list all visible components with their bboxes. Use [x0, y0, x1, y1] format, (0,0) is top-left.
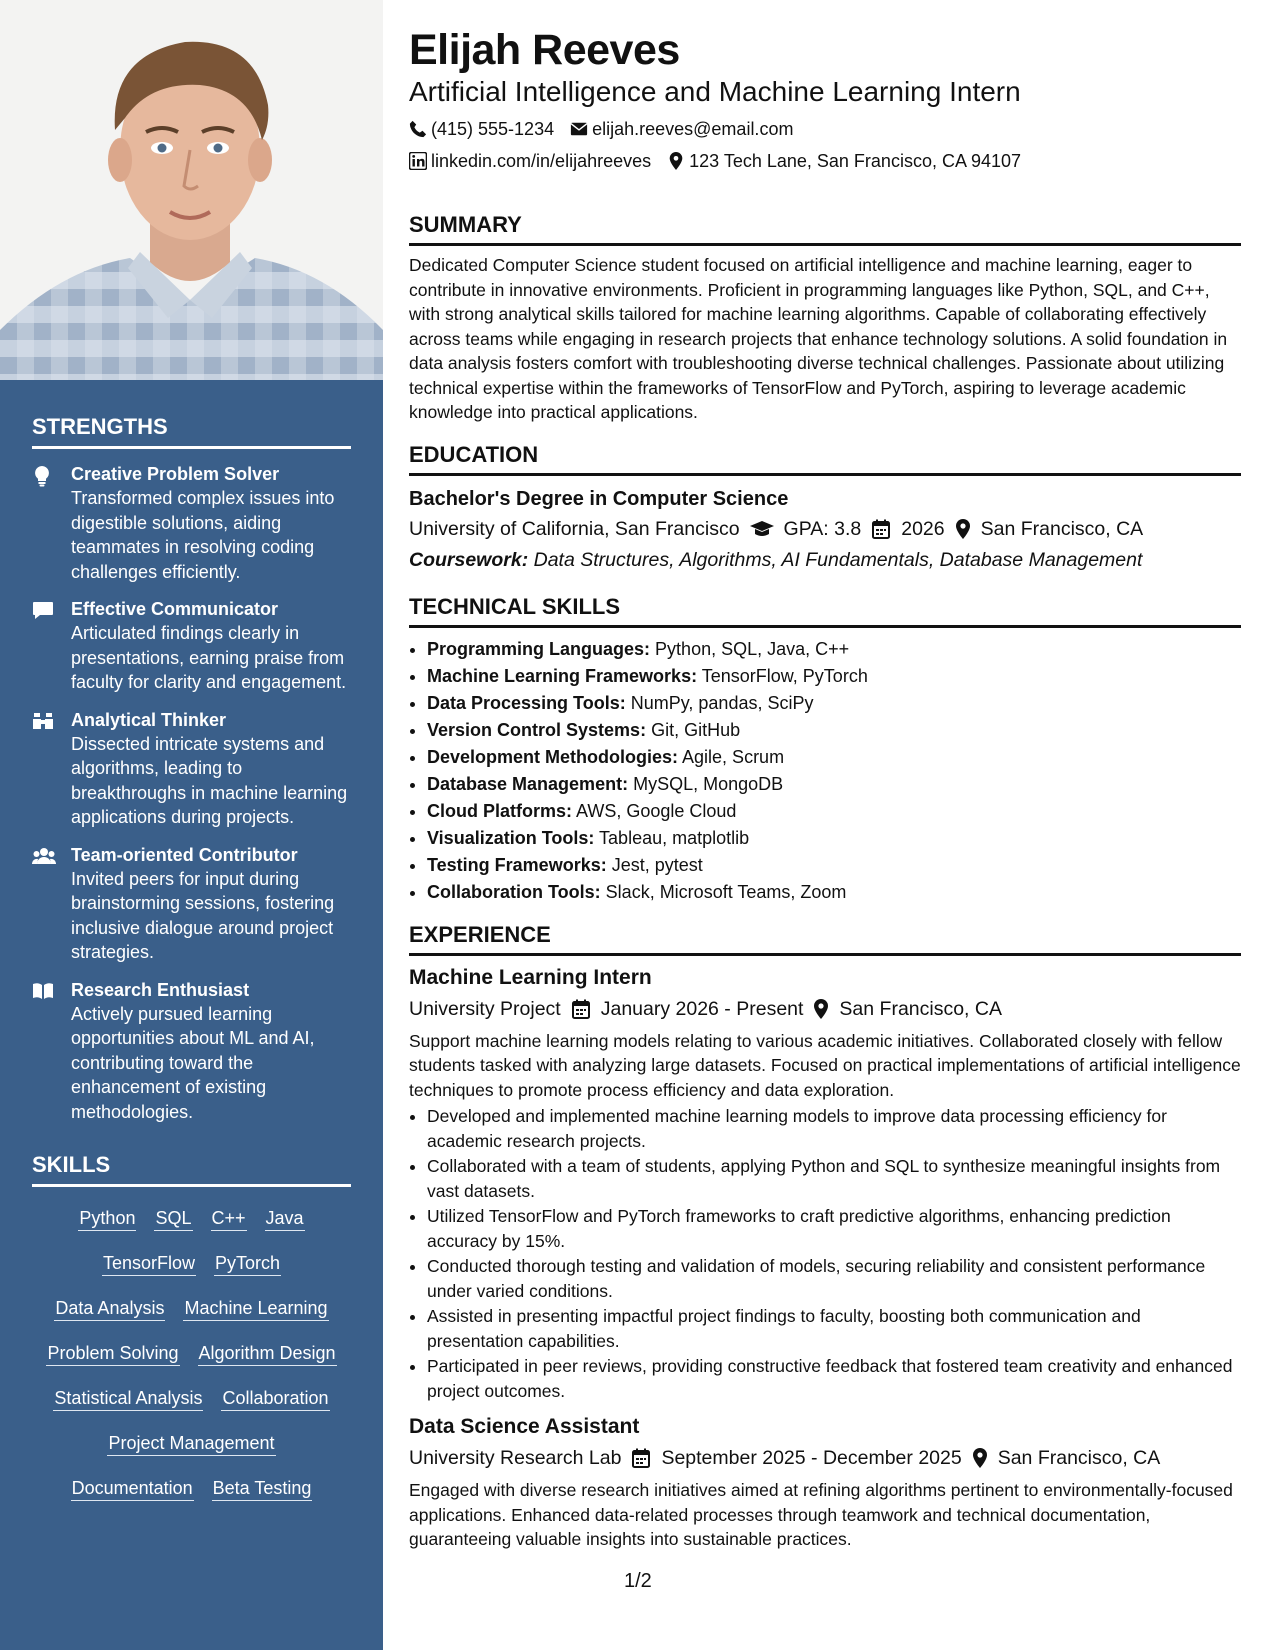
gpa-item — [750, 515, 862, 543]
calendar-icon — [631, 1448, 651, 1468]
skill-label: Machine Learning Frameworks: — [427, 665, 698, 686]
job-org: University Research Lab — [409, 1447, 622, 1469]
skill-row — [32, 1381, 351, 1426]
coursework-text: Data Structures, Algorithms, AI Fundamentals, Database Management — [533, 548, 1143, 571]
phone-icon — [409, 120, 427, 138]
strength-desc: Articulated findings clearly in presentations, earning praise from faculty for clarity and engagement. — [71, 623, 347, 692]
linkedin-text[interactable]: linkedin.com/in/elijahreeves — [431, 151, 652, 171]
skill-tag: Problem Solving — [46, 1342, 179, 1366]
technical-skills-list — [409, 636, 1241, 906]
strength-desc: Actively pursued learning opportunities about ML and AI, contributing toward the enhancement of existing methodologies. — [71, 1003, 315, 1122]
strength-title: Effective Communicator — [71, 599, 279, 619]
skill-label: Version Control Systems: — [427, 719, 647, 740]
list-item: • Conducted thorough testing and validation of models, securing reliability and consistent performance under varied conditions. — [427, 1254, 1241, 1303]
skill-value: Jest, pytest — [611, 854, 703, 875]
strength-item — [32, 463, 351, 584]
skill-value: MySQL, MongoDB — [633, 773, 784, 794]
coursework-label: Coursework: — [409, 548, 529, 571]
year-text: 2026 — [901, 517, 945, 540]
calendar-icon — [871, 519, 891, 539]
email-text[interactable]: elijah.reeves@email.com — [592, 119, 794, 139]
profile-photo-illustration — [0, 0, 383, 380]
job-org: University Project — [409, 997, 561, 1020]
envelope-icon — [570, 120, 588, 138]
strength-desc: Invited peers for input during brainstorming sessions, fostering inclusive dialogue around project strategies. — [71, 868, 335, 962]
skill-label: Collaboration Tools: — [427, 881, 601, 902]
job-meta — [409, 995, 1241, 1023]
binoculars-icon — [32, 711, 54, 731]
list-item: • Utilized TensorFlow and PyTorch frameworks to craft predictive algorithms, enhancing prediction accuracy by 15%. — [427, 1204, 1241, 1253]
skill-value: Git, GitHub — [651, 719, 741, 740]
skill-row — [32, 1291, 351, 1336]
skill-value: AWS, Google Cloud — [576, 800, 737, 821]
degree-title: Bachelor's Degree in Computer Science — [409, 487, 789, 510]
strength-desc: Dissected intricate systems and algorithms, leading to breakthroughs in machine learning applications during projects. — [71, 733, 348, 827]
skill-row — [32, 1246, 351, 1291]
experience-heading: EXPERIENCE — [409, 922, 1241, 956]
job-title: Data Science Assistant — [409, 1415, 640, 1438]
skill-tag: Project Management — [107, 1432, 275, 1456]
dates-item — [631, 1444, 961, 1472]
skill-tag: Statistical Analysis — [53, 1387, 203, 1411]
skill-row — [32, 1426, 351, 1471]
list-item: • Collaborated with a team of students, applying Python and SQL to synthesize meaningful insights from vast datasets. — [427, 1154, 1241, 1203]
experience-entry — [409, 964, 1241, 1404]
strength-item — [32, 979, 351, 1125]
education-heading: EDUCATION — [409, 442, 1241, 476]
skill-tag: Data Analysis — [54, 1297, 165, 1321]
skill-tag: Python — [78, 1207, 136, 1231]
job-location: San Francisco, CA — [839, 997, 1002, 1020]
list-item — [427, 798, 1241, 825]
strength-title: Research Enthusiast — [71, 979, 250, 1000]
list-item — [427, 663, 1241, 690]
list-item: • Developed and implemented machine learning models to improve data processing efficiency for academic research projects. — [427, 1104, 1241, 1153]
phone-text: (415) 555-1234 — [431, 119, 555, 139]
skill-value: Python, SQL, Java, C++ — [655, 638, 850, 659]
phone-contact — [409, 118, 554, 140]
skill-tag: Algorithm Design — [198, 1342, 337, 1366]
candidate-name: Elijah Reeves — [409, 26, 680, 74]
list-item — [427, 879, 1241, 906]
list-item: • Participated in peer reviews, providing constructive feedback that fostered team creativity and enhanced project outcomes. — [427, 1354, 1241, 1403]
skill-value: Agile, Scrum — [682, 746, 785, 767]
skill-tag: PyTorch — [214, 1252, 281, 1276]
location-item — [813, 995, 1002, 1023]
job-dates: September 2025 - December 2025 — [661, 1447, 962, 1469]
contact-row — [409, 150, 1241, 172]
list-item — [427, 825, 1241, 852]
contact-row — [409, 118, 1241, 140]
sidebar-content — [32, 380, 351, 1516]
strength-title: Analytical Thinker — [71, 709, 227, 730]
list-item: • Assisted in presenting impactful project findings to faculty, boosting both communication and presentation capabilities. — [427, 1304, 1241, 1353]
experience-entry — [409, 1413, 1241, 1552]
skill-row — [32, 1336, 351, 1381]
location-item — [972, 1444, 1161, 1472]
job-title: Machine Learning Intern — [409, 965, 652, 989]
skill-value: Slack, Microsoft Teams, Zoom — [605, 881, 847, 902]
calendar-icon — [571, 999, 591, 1019]
skill-value: TensorFlow, PyTorch — [701, 665, 868, 686]
list-item — [427, 771, 1241, 798]
skills-heading: SKILLS — [32, 1124, 351, 1187]
map-pin-icon — [955, 519, 971, 539]
skill-value: NumPy, pandas, SciPy — [630, 692, 814, 713]
technical-skills-heading: TECHNICAL SKILLS — [409, 594, 1241, 628]
map-pin-icon — [667, 152, 685, 170]
skill-value: Tableau, matplotlib — [599, 827, 750, 848]
skill-row — [32, 1471, 351, 1516]
job-description: Support machine learning models relating to various academic initiatives. Collaborated closely with fellow students tasked with analyzing large datasets. Focused on practical implementations of artificial intelligence techniques to promote process efficiency and data exploration. — [409, 1030, 1241, 1100]
skill-tag: Beta Testing — [212, 1477, 313, 1501]
coursework — [409, 546, 1241, 574]
job-location: San Francisco, CA — [997, 1447, 1161, 1469]
linkedin-icon — [409, 152, 427, 170]
skill-tag: Machine Learning — [183, 1297, 328, 1321]
address-contact — [667, 150, 1021, 172]
main-content — [409, 0, 1241, 1552]
list-item — [427, 717, 1241, 744]
graduation-cap-icon — [750, 519, 774, 539]
strength-item — [32, 709, 351, 830]
dates-item — [571, 995, 804, 1023]
skill-tag: Java — [265, 1207, 305, 1231]
skill-tag: C++ — [211, 1207, 247, 1231]
skill-label: Development Methodologies: — [427, 746, 679, 767]
list-item — [427, 636, 1241, 663]
email-contact[interactable] — [570, 118, 793, 140]
list-item — [427, 690, 1241, 717]
profile-photo — [0, 0, 383, 380]
skill-label: Database Management: — [427, 773, 629, 794]
strength-title: Team-oriented Contributor — [71, 844, 298, 865]
open-book-icon — [32, 981, 54, 1001]
location-item — [955, 515, 1144, 543]
strength-item — [32, 598, 351, 695]
year-item — [871, 515, 944, 543]
summary-heading: SUMMARY — [409, 212, 1241, 246]
map-pin-icon — [813, 999, 829, 1019]
summary-text: Dedicated Computer Science student focused on artificial intelligence and machine learning, eager to contribute in innovative environments. Proficient in programming languages like Python, SQL, and C++, with strong analytical skills tailored for machine learning algorithms. Capable of collaborating effectively across teams while engaging in research projects that enhance technology solutions. A solid foundation in data analysis fosters comfort with troubleshooting diverse technical challenges. Passionate about utilizing technical expertise within the frameworks of TensorFlow and PyTorch, aspiring to leverage academic knowledge into practical applications. — [409, 255, 1228, 422]
location-text: San Francisco, CA — [980, 517, 1144, 540]
candidate-title: Artificial Intelligence and Machine Learning Intern — [409, 76, 1021, 107]
lightbulb-icon — [32, 465, 54, 485]
skill-tag: Collaboration — [221, 1387, 329, 1411]
education-meta — [409, 515, 1241, 543]
strength-desc: Transformed complex issues into digestible solutions, aiding teammates in resolving coding challenges efficiently. — [71, 488, 335, 582]
page-number: 1/2 — [624, 1570, 652, 1592]
speech-bubble-icon — [32, 600, 54, 620]
list-item — [427, 852, 1241, 879]
skill-label: Cloud Platforms: — [427, 800, 573, 821]
strength-item — [32, 844, 351, 965]
skill-label: Programming Languages: — [427, 638, 651, 659]
job-description: Engaged with diverse research initiatives aimed at refining algorithms pertinent to environmentally-focused applications. Enhanced data-related processes through teamwork and technical documentation, guaranteeing valuable insights into sustainable practices. — [409, 1480, 1233, 1549]
skill-label: Data Processing Tools: — [427, 692, 626, 713]
school-name: University of California, San Francisco — [409, 517, 740, 540]
skill-label: Testing Frameworks: — [427, 854, 607, 875]
job-bullets — [409, 1104, 1241, 1403]
skill-tag: SQL — [154, 1207, 192, 1231]
skills-tags — [32, 1201, 351, 1516]
skill-tag: Documentation — [71, 1477, 194, 1501]
linkedin-contact[interactable] — [409, 150, 651, 172]
sidebar — [0, 0, 383, 1650]
strength-title: Creative Problem Solver — [71, 464, 280, 484]
strengths-heading: STRENGTHS — [32, 380, 351, 449]
skill-row — [32, 1201, 351, 1246]
people-group-icon — [32, 846, 54, 866]
job-meta — [409, 1444, 1241, 1472]
address-text: 123 Tech Lane, San Francisco, CA 94107 — [689, 151, 1022, 171]
gpa-text: GPA: 3.8 — [783, 517, 862, 540]
list-item — [427, 744, 1241, 771]
skill-tag: TensorFlow — [102, 1252, 196, 1276]
skill-label: Visualization Tools: — [427, 827, 595, 848]
job-dates: January 2026 - Present — [600, 997, 804, 1020]
map-pin-icon — [972, 1448, 988, 1468]
